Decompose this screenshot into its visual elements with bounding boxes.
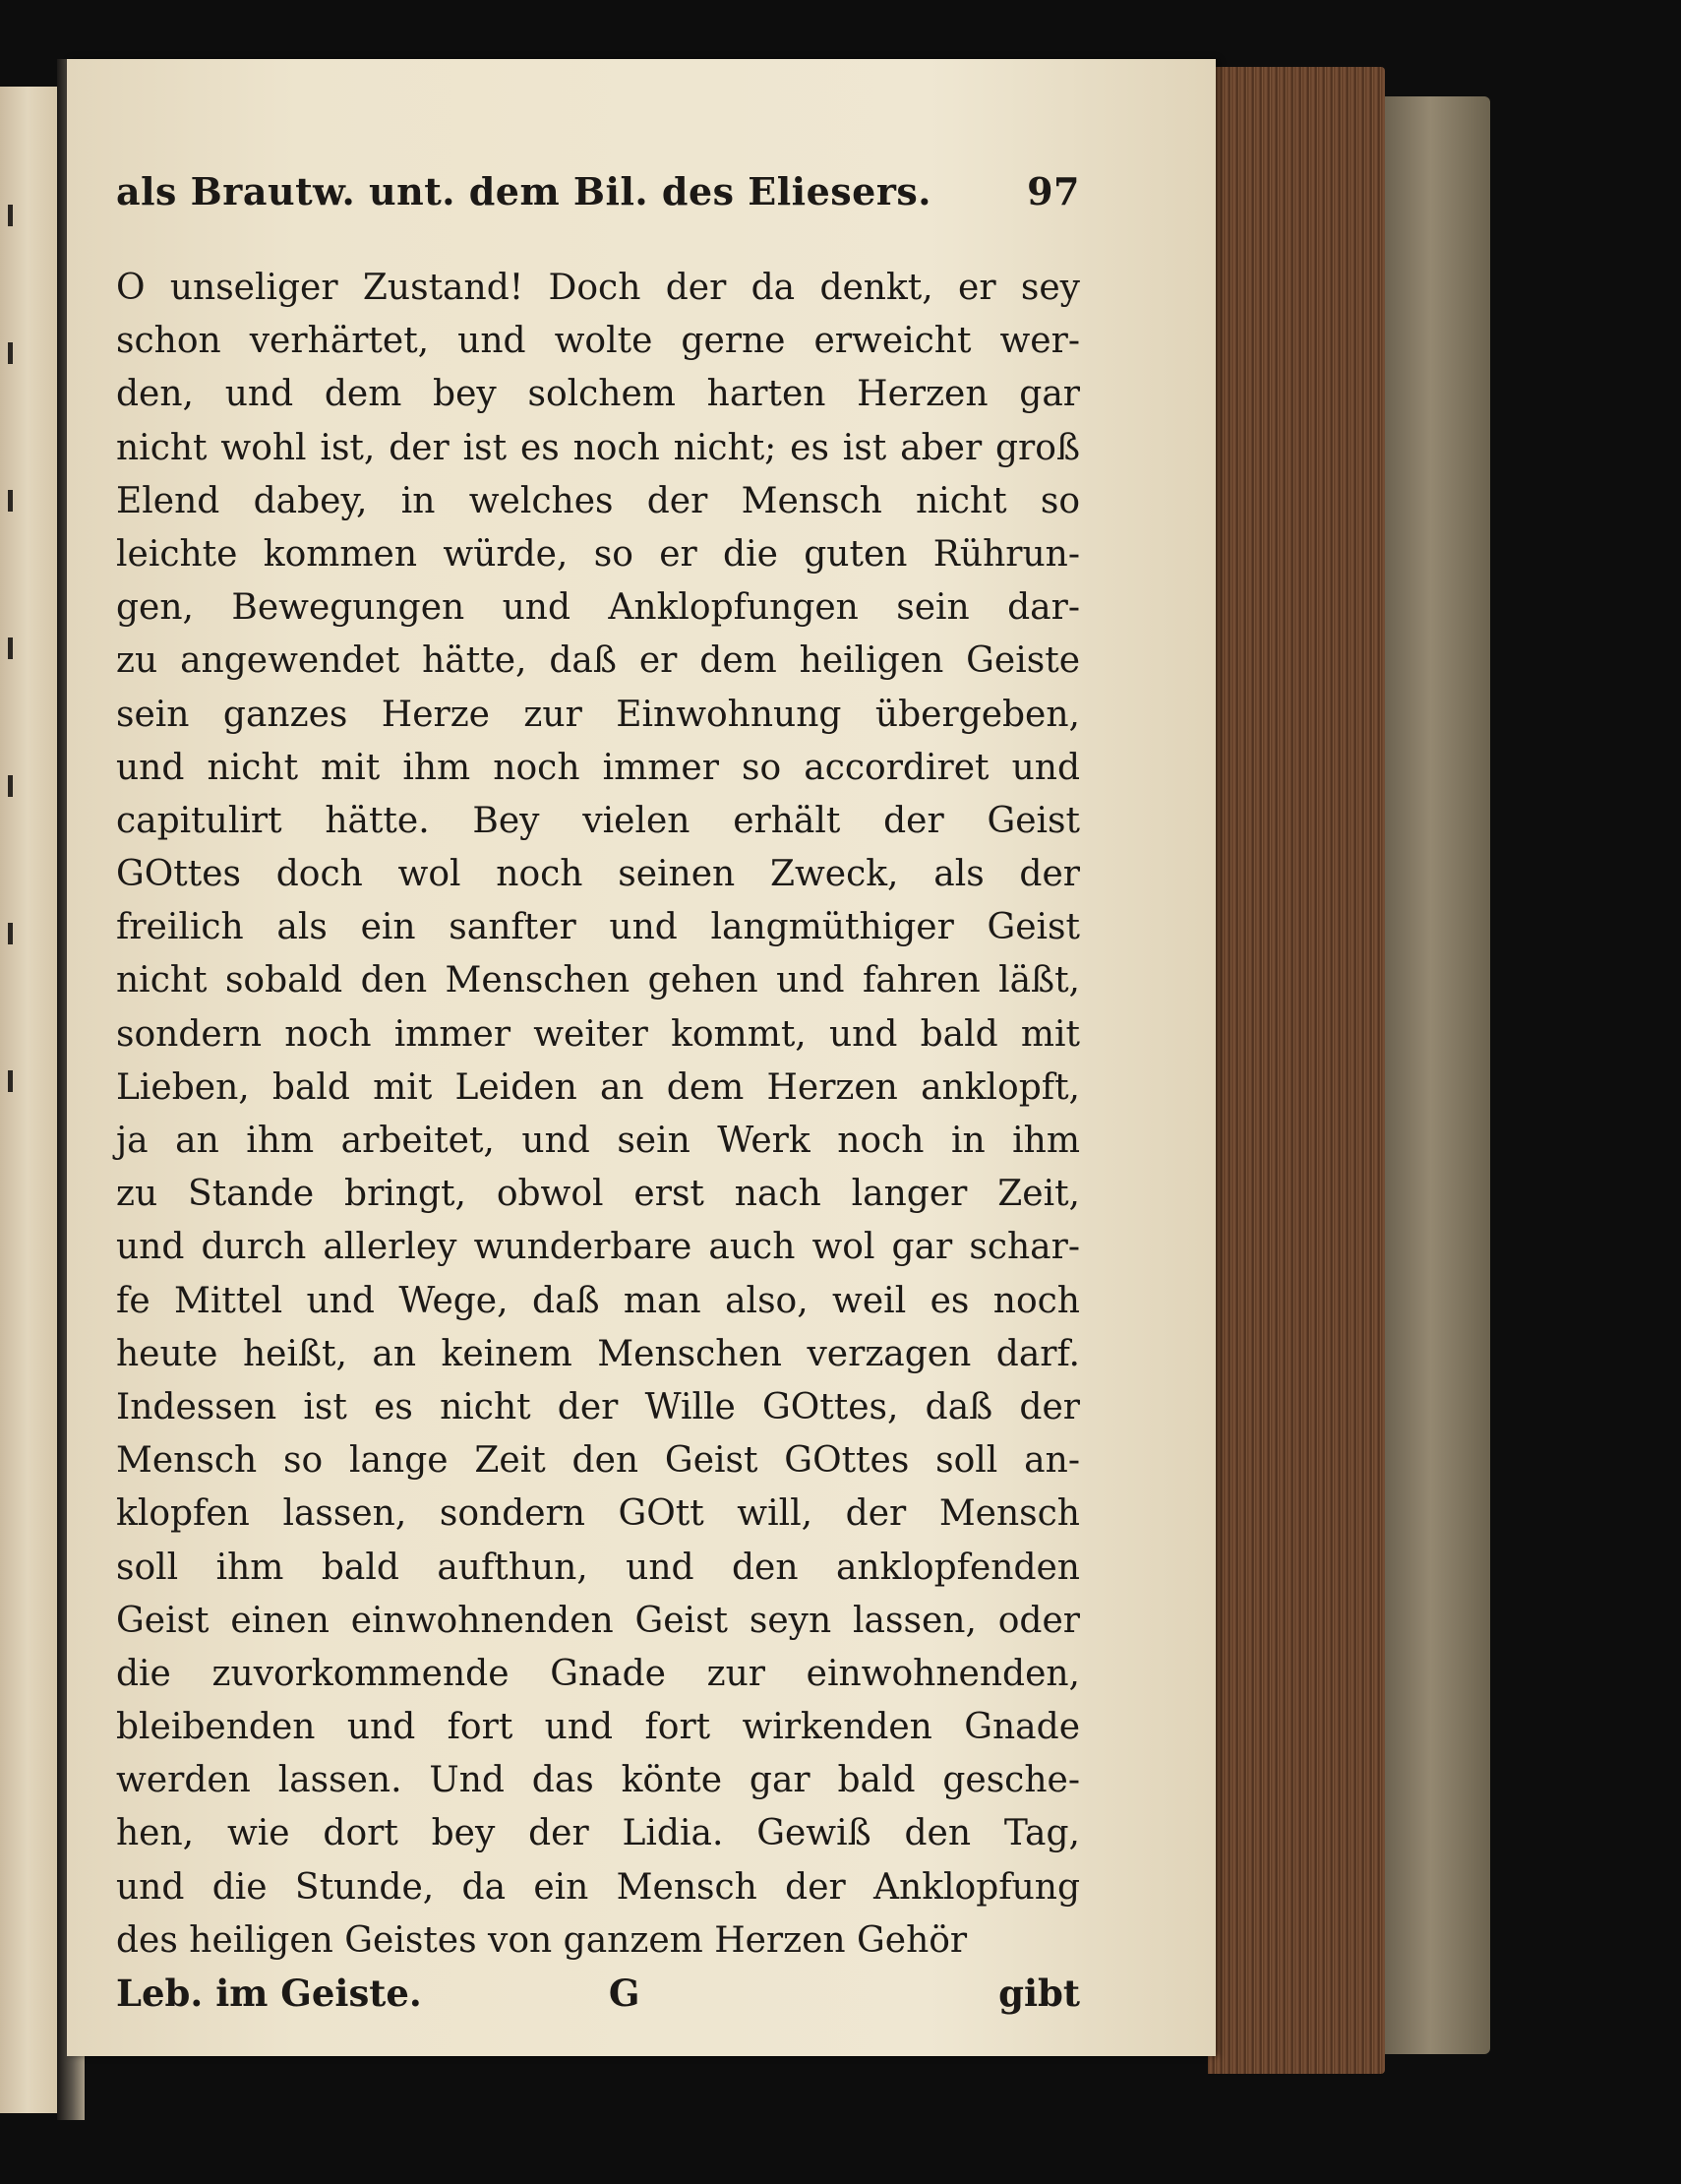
text-line: schon verhärtet, und wolte gerne erweicht wer-: [116, 321, 1080, 362]
text-line: Mensch so lange Zeit den Geist GOttes soll an-: [116, 1440, 1080, 1482]
text-line: die zuvorkommende Gnade zur einwohnenden,: [116, 1653, 1080, 1694]
text-line: zu Stande bringt, obwol erst nach langer Zeit,: [116, 1174, 1080, 1215]
text-line: gen, Bewegungen und Anklopfungen sein dar-: [116, 587, 1080, 629]
facing-page-text-fragment: [8, 923, 13, 944]
text-line: zu angewendet hätte, daß er dem heiligen Geiste: [116, 640, 1080, 682]
text-line: Lieben, bald mit Leiden an dem Herzen anklopft,: [116, 1066, 1080, 1108]
body-text: [116, 262, 1080, 1968]
text-line: nicht sobald den Menschen gehen und fahren läßt,: [116, 960, 1080, 1001]
text-line: und durch allerley wunderbare auch wol gar schar-: [116, 1227, 1080, 1268]
page-footer: [116, 1972, 1080, 2031]
text-line: des heiligen Geistes von ganzem Herzen Gehör: [116, 1919, 968, 1961]
text-line: und nicht mit ihm noch immer so accordiret und: [116, 747, 1080, 788]
text-line: klopfen lassen, sondern GOtt will, der Mensch: [116, 1493, 1080, 1535]
facing-page-text-fragment: [8, 205, 13, 226]
text-line: O unseliger Zustand! Doch der da denkt, er sey: [116, 268, 1080, 308]
text-line: Indessen ist es nicht der Wille GOttes, daß der: [116, 1386, 1080, 1427]
text-line: bleibenden und fort und fort wirkenden Gnade: [116, 1707, 1080, 1748]
running-head-title: als Brautw. unt. dem Bil. des Eliesers.: [116, 169, 931, 213]
facing-page-text-fragment: [8, 490, 13, 512]
text-line: sondern noch immer weiter kommt, und bald mit: [116, 1013, 1080, 1055]
book-page: [67, 59, 1216, 2056]
text-line: leichte kommen würde, so er die guten Rührun-: [116, 533, 1080, 575]
text-line: den, und dem bey solchem harten Herzen gar: [116, 374, 1080, 415]
text-line: ja an ihm arbeitet, und sein Werk noch in ihm: [116, 1121, 1080, 1161]
page-edges: [1208, 67, 1385, 2074]
running-head: [116, 169, 1080, 234]
text-line: capitulirt hätte. Bey vielen erhält der Geist: [116, 800, 1080, 841]
text-line: und die Stunde, da ein Mensch der Anklopfung: [116, 1866, 1080, 1908]
text-line: werden lassen. Und das könte gar bald gesche-: [116, 1760, 1080, 1801]
text-line: Elend dabey, in welches der Mensch nicht so: [116, 480, 1080, 521]
facing-page-text-fragment: [8, 637, 13, 659]
facing-page-text-fragment: [8, 342, 13, 364]
page-content: [116, 169, 1080, 2031]
page-number: 97: [1027, 169, 1080, 213]
catchword: gibt: [998, 1972, 1080, 2015]
text-line: fe Mittel und Wege, daß man also, weil es noch: [116, 1280, 1080, 1321]
text-line: heute heißt, an keinem Menschen verzagen darf.: [116, 1333, 1080, 1374]
text-line: nicht wohl ist, der ist es noch nicht; es ist aber groß: [116, 427, 1080, 468]
text-line: sein ganzes Herze zur Einwohnung übergeben,: [116, 694, 1080, 735]
signature-mark: G: [608, 1972, 640, 2015]
text-line: Geist einen einwohnenden Geist seyn lassen, oder: [116, 1600, 1080, 1641]
text-line: soll ihm bald aufthun, und den anklopfenden: [116, 1547, 1080, 1588]
facing-page-edge: [0, 87, 61, 2113]
text-line: hen, wie dort bey der Lidia. Gewiß den Tag,: [116, 1813, 1080, 1854]
facing-page-text-fragment: [8, 775, 13, 797]
facing-page-text-fragment: [8, 1070, 13, 1092]
text-line: freilich als ein sanfter und langmüthiger Geist: [116, 907, 1080, 948]
text-line: GOttes doch wol noch seinen Zweck, als der: [116, 854, 1080, 895]
signature-title: Leb. im Geiste.: [116, 1972, 422, 2015]
